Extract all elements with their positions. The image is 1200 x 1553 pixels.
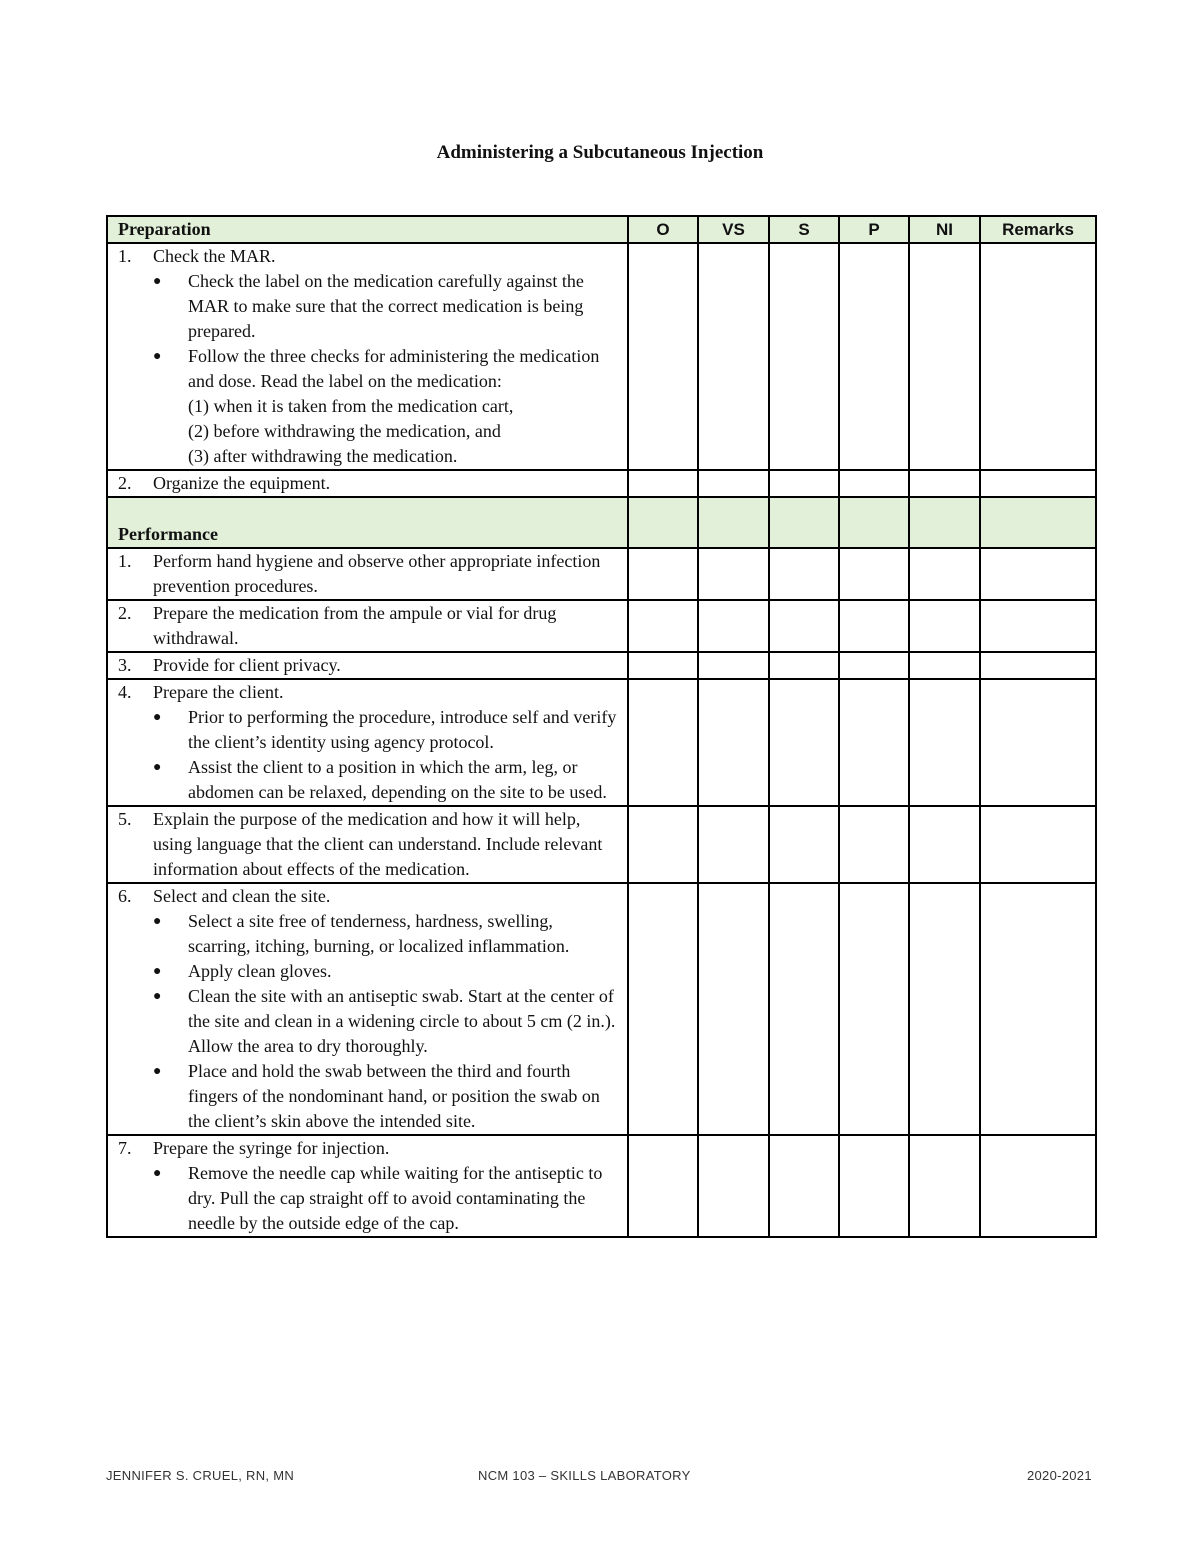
bullet-icon: ● — [153, 914, 162, 929]
score-cell-ni[interactable] — [909, 806, 980, 883]
step-cell — [107, 470, 628, 497]
step-cell — [107, 243, 628, 470]
score-cell-s[interactable] — [769, 243, 839, 470]
step-item — [108, 653, 627, 678]
table-row — [107, 600, 1096, 652]
step-text: Select and clean the site. — [153, 886, 331, 906]
header-vs: VS — [698, 216, 769, 243]
step-bullet — [153, 755, 619, 805]
table-row — [107, 243, 1096, 470]
score-cell-vs[interactable] — [698, 470, 769, 497]
bullet-text: Clean the site with an antiseptic swab. Start at the center of the site and clean in a widening circle to about 5 cm (2 in.). Allow the area to dry thoroughly. — [188, 986, 616, 1056]
section-cell-o — [628, 497, 698, 548]
bullet-icon: ● — [153, 274, 162, 289]
bullet-text: Check the label on the medication carefully against the MAR to make sure that the correct medication is being prepared. — [188, 271, 584, 341]
step-number: 7. — [118, 1138, 132, 1158]
step-text: Provide for client privacy. — [153, 655, 341, 675]
section-cell-remarks — [980, 497, 1096, 548]
table-row — [107, 1135, 1096, 1237]
score-cell-vs[interactable] — [698, 1135, 769, 1237]
score-cell-o[interactable] — [628, 1135, 698, 1237]
score-cell-s[interactable] — [769, 679, 839, 806]
score-cell-s[interactable] — [769, 806, 839, 883]
score-cell-p[interactable] — [839, 600, 909, 652]
score-cell-remarks[interactable] — [980, 1135, 1096, 1237]
header-s: S — [769, 216, 839, 243]
score-cell-ni[interactable] — [909, 470, 980, 497]
step-text: Prepare the medication from the ampule or vial for drug withdrawal. — [153, 603, 557, 648]
bullet-text: Follow the three checks for administering the medication and dose. Read the label on the medication: — [188, 346, 600, 391]
bullet-text: Select a site free of tenderness, hardness, swelling, scarring, itching, burning, or localized inflammation. — [188, 911, 570, 956]
score-cell-s[interactable] — [769, 652, 839, 679]
step-number: 3. — [118, 655, 132, 675]
step-item — [108, 244, 627, 469]
bullet-icon: ● — [153, 989, 162, 1004]
header-p: P — [839, 216, 909, 243]
header-preparation: Preparation — [107, 216, 628, 243]
step-bullet — [153, 1161, 619, 1236]
score-cell-o[interactable] — [628, 548, 698, 600]
bullet-text: Place and hold the swab between the third and fourth fingers of the nondominant hand, or position the swab on the client’s skin above the intended site. — [188, 1061, 600, 1131]
section-cell-p — [839, 497, 909, 548]
bullet-text: Assist the client to a position in which the arm, leg, or abdomen can be relaxed, depending on the site to be used. — [188, 757, 607, 802]
score-cell-o[interactable] — [628, 679, 698, 806]
page-title: Administering a Subcutaneous Injection — [436, 142, 764, 163]
score-cell-p[interactable] — [839, 243, 909, 470]
table-row — [107, 883, 1096, 1135]
score-cell-ni[interactable] — [909, 652, 980, 679]
step-number: 1. — [118, 551, 132, 571]
score-cell-remarks[interactable] — [980, 470, 1096, 497]
step-text: Perform hand hygiene and observe other appropriate infection prevention procedures. — [153, 551, 601, 596]
step-cell — [107, 548, 628, 600]
score-cell-o[interactable] — [628, 806, 698, 883]
bullet-icon: ● — [153, 710, 162, 725]
score-cell-ni[interactable] — [909, 243, 980, 470]
table-row — [107, 548, 1096, 600]
step-text: Prepare the client. — [153, 682, 284, 702]
step-text: Check the MAR. — [153, 246, 276, 266]
score-cell-p[interactable] — [839, 652, 909, 679]
header-ni: NI — [909, 216, 980, 243]
section-cell-ni — [909, 497, 980, 548]
score-cell-o[interactable] — [628, 243, 698, 470]
step-bullet — [153, 344, 619, 394]
step-cell — [107, 600, 628, 652]
score-cell-remarks[interactable] — [980, 243, 1096, 470]
step-bullet — [153, 1059, 619, 1134]
table-row — [107, 679, 1096, 806]
step-text: Explain the purpose of the medication and how it will help, using language that the client can understand. Include relevant information about effects of the medication. — [153, 809, 603, 879]
score-cell-ni[interactable] — [909, 600, 980, 652]
score-cell-ni[interactable] — [909, 679, 980, 806]
step-number: 5. — [118, 809, 132, 829]
score-cell-remarks[interactable] — [980, 883, 1096, 1135]
step-cell — [107, 1135, 628, 1237]
step-subline: (3) after withdrawing the medication. — [188, 446, 458, 466]
section-row-performance — [107, 497, 1096, 548]
footer-course: NCM 103 – SKILLS LABORATORY — [478, 1468, 691, 1483]
checklist-table — [106, 215, 1097, 1238]
step-item — [108, 549, 627, 599]
score-cell-s[interactable] — [769, 1135, 839, 1237]
score-cell-vs[interactable] — [698, 806, 769, 883]
step-subline: (1) when it is taken from the medication cart, — [188, 396, 514, 416]
score-cell-remarks[interactable] — [980, 679, 1096, 806]
score-cell-p[interactable] — [839, 883, 909, 1135]
table-row — [107, 470, 1096, 497]
score-cell-s[interactable] — [769, 600, 839, 652]
header-o: O — [628, 216, 698, 243]
score-cell-remarks[interactable] — [980, 548, 1096, 600]
score-cell-p[interactable] — [839, 679, 909, 806]
step-bullet — [153, 269, 619, 344]
score-cell-p[interactable] — [839, 470, 909, 497]
section-label: Performance — [107, 497, 628, 548]
bullet-text: Prior to performing the procedure, introduce self and verify the client’s identity using agency protocol. — [188, 707, 617, 752]
bullet-icon: ● — [153, 964, 162, 979]
step-item — [108, 680, 627, 805]
score-cell-ni[interactable] — [909, 548, 980, 600]
step-item — [108, 884, 627, 1134]
step-cell — [107, 679, 628, 806]
score-cell-remarks[interactable] — [980, 652, 1096, 679]
step-item — [108, 601, 627, 651]
step-number: 2. — [118, 473, 132, 493]
score-cell-vs[interactable] — [698, 243, 769, 470]
score-cell-s[interactable] — [769, 548, 839, 600]
section-cell-vs — [698, 497, 769, 548]
score-cell-vs[interactable] — [698, 548, 769, 600]
score-cell-ni[interactable] — [909, 1135, 980, 1237]
bullet-icon: ● — [153, 349, 162, 364]
step-number: 4. — [118, 682, 132, 702]
bullet-text: Remove the needle cap while waiting for the antiseptic to dry. Pull the cap straight off to avoid contaminating the needle by the outside edge of the cap. — [188, 1163, 603, 1233]
bullet-icon: ● — [153, 1064, 162, 1079]
score-cell-s[interactable] — [769, 470, 839, 497]
step-number: 6. — [118, 886, 132, 906]
score-cell-vs[interactable] — [698, 883, 769, 1135]
score-cell-s[interactable] — [769, 883, 839, 1135]
bullet-icon: ● — [153, 1166, 162, 1181]
table-row — [107, 652, 1096, 679]
step-item — [108, 1136, 627, 1236]
step-number: 2. — [118, 603, 132, 623]
footer-year: 2020-2021 — [1027, 1468, 1092, 1483]
step-bullet — [153, 984, 619, 1059]
score-cell-ni[interactable] — [909, 883, 980, 1135]
step-cell — [107, 806, 628, 883]
step-bullet — [153, 909, 619, 959]
score-cell-vs[interactable] — [698, 600, 769, 652]
score-cell-p[interactable] — [839, 548, 909, 600]
score-cell-vs[interactable] — [698, 679, 769, 806]
score-cell-o[interactable] — [628, 883, 698, 1135]
bullet-icon: ● — [153, 760, 162, 775]
step-cell — [107, 652, 628, 679]
table-row — [107, 806, 1096, 883]
step-bullet — [153, 705, 619, 755]
score-cell-o[interactable] — [628, 470, 698, 497]
score-cell-p[interactable] — [839, 806, 909, 883]
score-cell-remarks[interactable] — [980, 806, 1096, 883]
step-cell — [107, 883, 628, 1135]
header-remarks: Remarks — [980, 216, 1096, 243]
step-item — [108, 471, 627, 496]
score-cell-vs[interactable] — [698, 652, 769, 679]
step-number: 1. — [118, 246, 132, 266]
score-cell-remarks[interactable] — [980, 600, 1096, 652]
step-text: Organize the equipment. — [153, 473, 331, 493]
step-text: Prepare the syringe for injection. — [153, 1138, 390, 1158]
bullet-text: Apply clean gloves. — [188, 961, 332, 981]
score-cell-p[interactable] — [839, 1135, 909, 1237]
step-bullet — [153, 959, 619, 984]
footer-author: JENNIFER S. CRUEL, RN, MN — [106, 1468, 295, 1483]
step-item — [108, 807, 627, 882]
score-cell-o[interactable] — [628, 600, 698, 652]
section-cell-s — [769, 497, 839, 548]
header-row — [107, 216, 1096, 243]
step-subline: (2) before withdrawing the medication, and — [188, 421, 501, 441]
score-cell-o[interactable] — [628, 652, 698, 679]
